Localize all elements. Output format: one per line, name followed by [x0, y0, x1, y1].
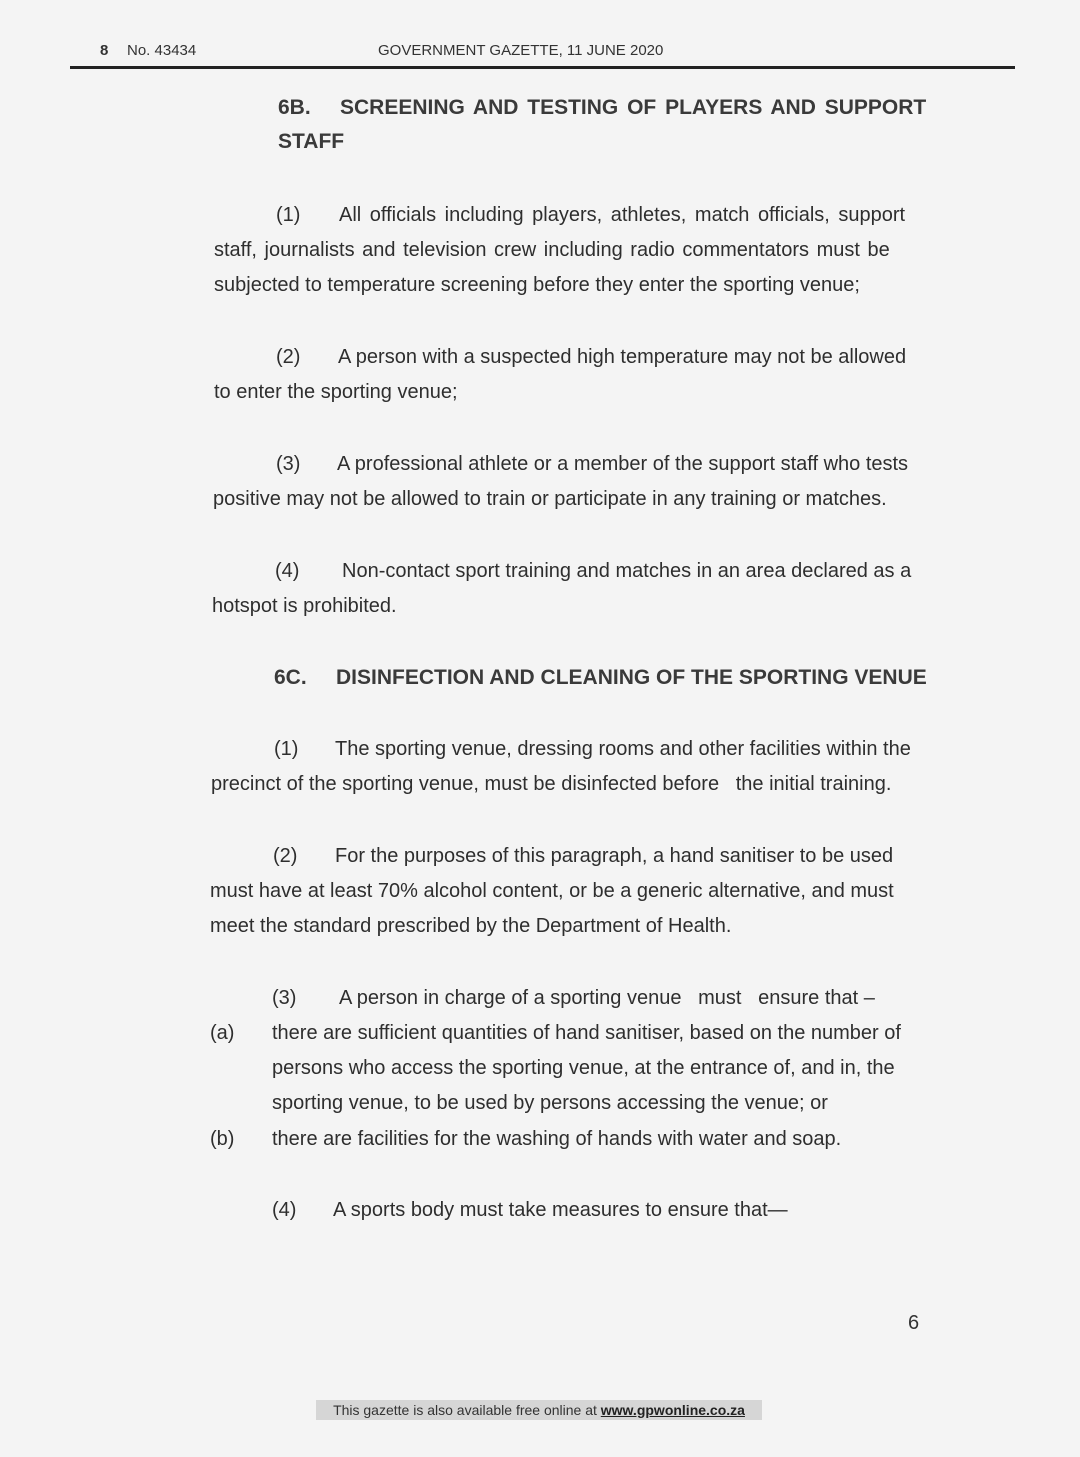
para-text: precinct of the sporting venue, must be disinfected before the initial training.: [211, 773, 892, 795]
para-text: A person in charge of a sporting venue must ensure that –: [339, 987, 875, 1009]
subpara-text: sporting venue, to be used by persons accessing the venue; or: [272, 1092, 828, 1114]
para-text: to enter the sporting venue;: [214, 381, 458, 403]
running-header: [0, 40, 1080, 64]
subpara-text: there are facilities for the washing of hands with water and soap.: [272, 1128, 842, 1150]
para-number: (2): [273, 845, 298, 867]
para-text: For the purposes of this paragraph, a hand sanitiser to be used: [335, 845, 894, 867]
section-6b-heading-cont: STAFF: [278, 130, 345, 153]
para-text: A sports body must take measures to ensure that—: [333, 1199, 788, 1221]
para-number: (3): [276, 453, 301, 475]
subpara-label: (b): [210, 1128, 235, 1150]
para-text: staff, journalists and television crew including radio commentators must be: [214, 239, 890, 261]
para-text: meet the standard prescribed by the Department of Health.: [210, 915, 732, 937]
gazette-page-number: 8: [100, 42, 109, 59]
para-text: must have at least 70% alcohol content, or be a generic alternative, and must: [210, 880, 894, 902]
para-text: subjected to temperature screening before they enter the sporting venue;: [214, 274, 860, 296]
section-6b-number: 6B.: [278, 96, 311, 119]
para-text: All officials including players, athletes, match officials, support: [339, 204, 906, 226]
para-text: A person with a suspected high temperature may not be allowed: [338, 346, 907, 368]
para-text: A professional athlete or a member of the support staff who tests: [337, 453, 909, 475]
subpara-label: (a): [210, 1022, 235, 1044]
para-text: Non-contact sport training and matches in an area declared as a: [342, 560, 912, 582]
para-text: The sporting venue, dressing rooms and other facilities within the: [335, 738, 911, 760]
gazette-issue-number: No. 43434: [127, 42, 197, 59]
footer-text: This gazette is also available free online at: [333, 1402, 601, 1418]
para-number: (2): [276, 346, 301, 368]
para-number: (1): [274, 738, 299, 760]
document-page-number: 6: [908, 1312, 920, 1334]
para-text: positive may not be allowed to train or participate in any training or matches.: [213, 488, 887, 510]
footer-link[interactable]: www.gpwonline.co.za: [600, 1402, 745, 1418]
section-6c-number: 6C.: [274, 666, 307, 689]
header-rule: [70, 66, 1015, 69]
para-number: (3): [272, 987, 297, 1009]
footer-banner: [316, 1400, 762, 1420]
para-number: (1): [276, 204, 301, 226]
section-6b-heading: SCREENING AND TESTING OF PLAYERS AND SUPPORT: [340, 96, 927, 119]
para-text: hotspot is prohibited.: [212, 595, 397, 617]
section-6c-heading: DISINFECTION AND CLEANING OF THE SPORTING VENUE: [336, 666, 927, 689]
para-number: (4): [272, 1199, 297, 1221]
para-number: (4): [275, 560, 300, 582]
subpara-text: persons who access the sporting venue, at the entrance of, and in, the: [272, 1057, 895, 1079]
gazette-title: GOVERNMENT GAZETTE, 11 JUNE 2020: [378, 42, 664, 59]
subpara-text: there are sufficient quantities of hand sanitiser, based on the number of: [272, 1022, 901, 1044]
